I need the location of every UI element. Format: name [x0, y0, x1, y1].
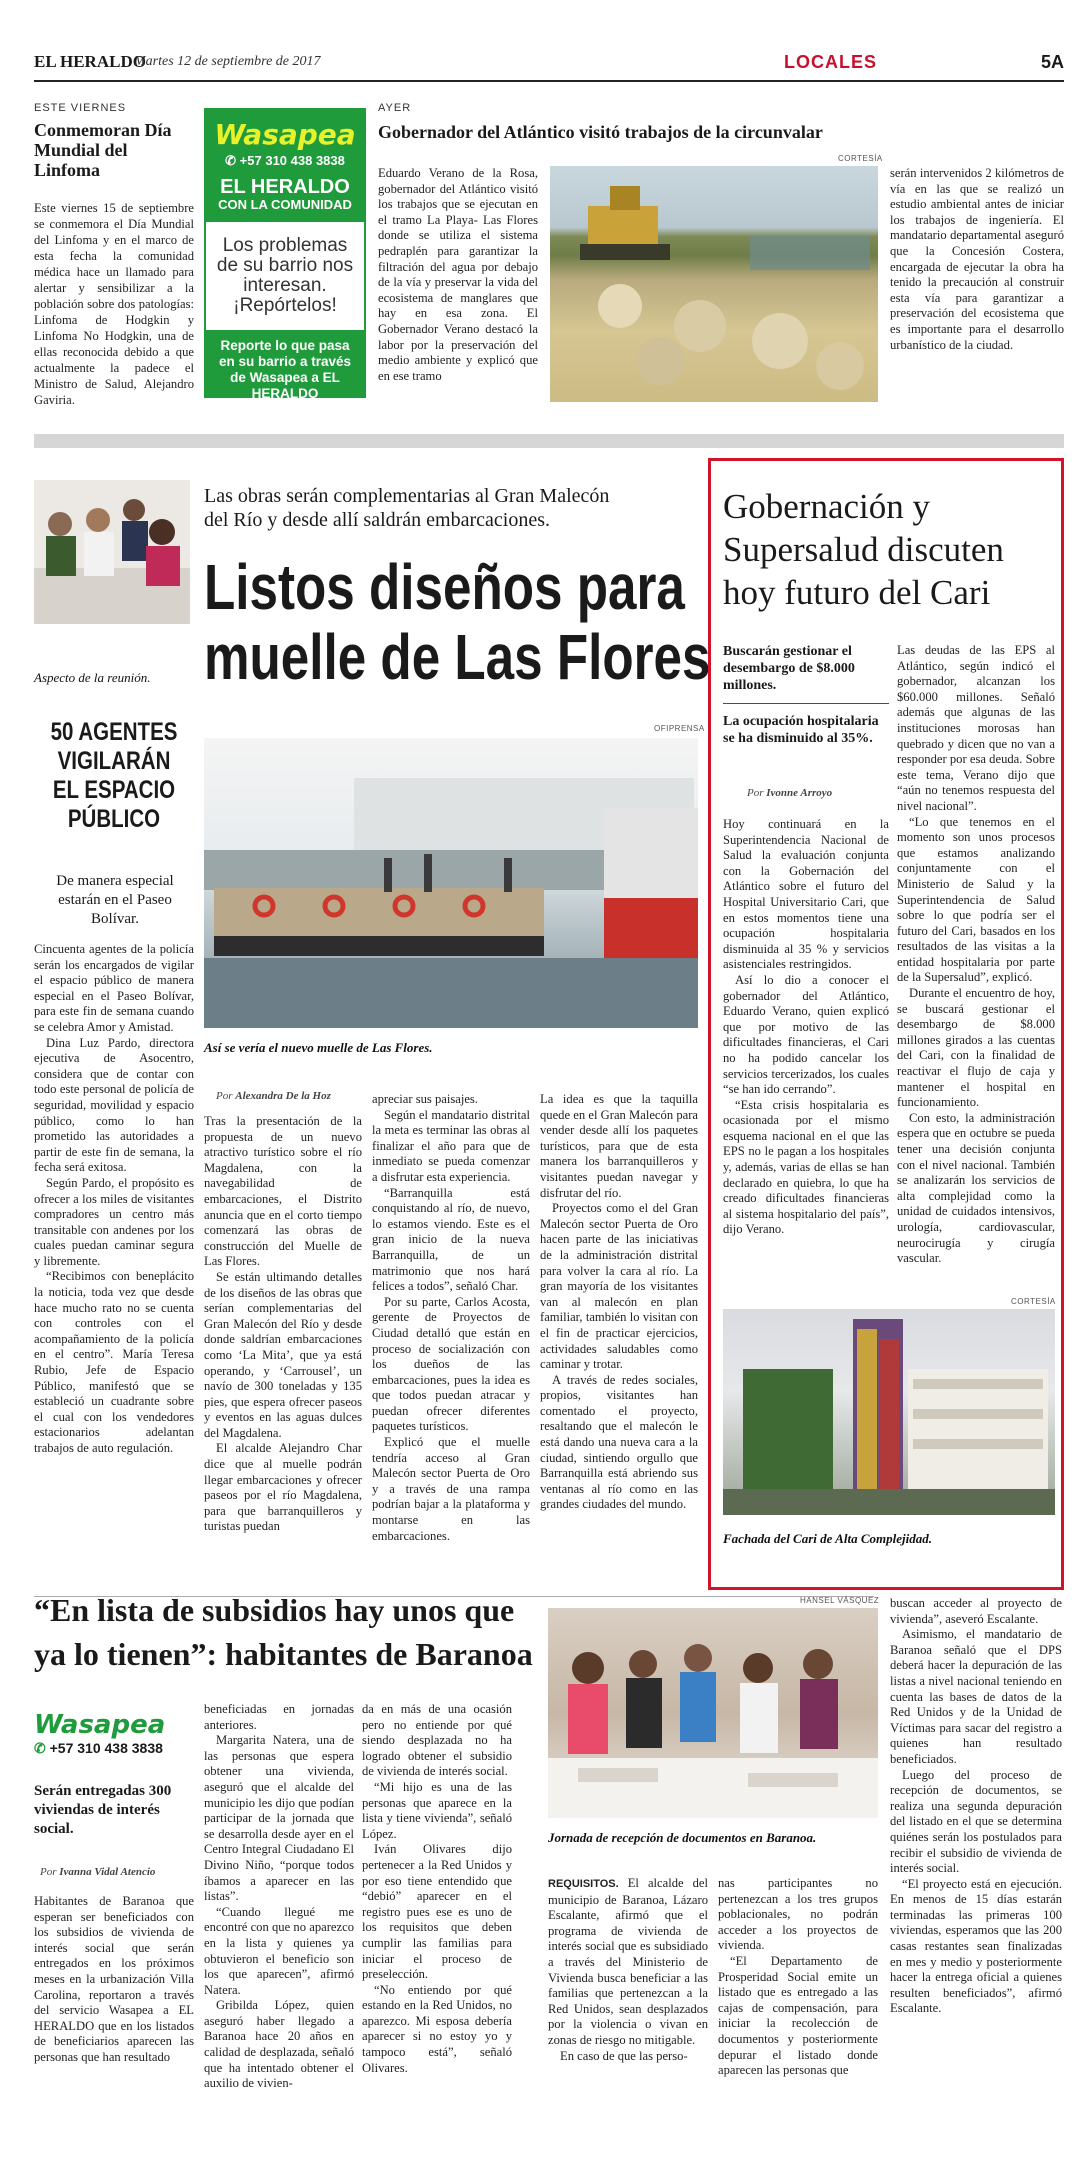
baranoa-jornada-photo: [548, 1608, 878, 1818]
baranoa-col1: [34, 1894, 194, 2066]
meeting-caption: Aspecto de la reunión.: [34, 670, 151, 685]
muelle-col1: [204, 1114, 362, 1535]
cari-c2-p4: Con esto, la administración espera que en octubre se pueda tener una decisión conjunta con el nivel nacional. También se analizarán los servicios de alta complejidad como la unidad de cuidados intensivos, urología, cardiovascular, neurocirugía y cirugía vascular.: [897, 1110, 1055, 1266]
cari-facade-illustration: [723, 1309, 1055, 1515]
baranoa-caption: Jornada de recepción de documentos en Baranoa.: [548, 1830, 817, 1845]
baranoa-col6: [890, 1596, 1062, 2017]
cari-c2-p1: Las deudas de las EPS al Atlántico, según indicó el gobernador, alcanzan los $60.000 millones. Señaló además que algunas de las instituciones morosas han quebrado y dicen que no van a responder por esa deuda. Sobre este tema, Verano dijo que “aún no tenemos respuesta del nivel nacional”.: [897, 643, 1055, 813]
baranoa-col3: [362, 1702, 512, 2076]
baranoa-c3-p1: da en más de una ocasión pero no entiende por qué siendo desplazada no ha logrado obtener el subsidio de vivienda de interés social.: [362, 1702, 512, 1779]
baranoa-c2-p4: Gribilda López, quien aseguró haber llegado a Baranoa hace 20 años en calidad de desplazada, señaló que ha intentado obtener el auxilio de vivien-: [204, 1998, 354, 2091]
baranoa-c1-p1: Habitantes de Baranoa que esperan ser beneficiados con los subsidios de vivienda de interés social que serán entregados en los próximos meses en la urbanización Villa Carolina, reportaron a través del servicio Wasapea a EL HERALDO que en los listados de beneficiarios aparecen las personas que han resultado: [34, 1894, 194, 2064]
muelle-deck: Las obras serán complementarias al Gran Malecón del Río y desde allí saldrán embarcaciones.: [204, 485, 610, 531]
paper-name: EL HERALDO: [34, 52, 146, 71]
baranoa-c4-p1: [548, 1876, 708, 2049]
muelle-col3: [540, 1092, 698, 1513]
muelle-credit: OFIPRENSA: [654, 724, 705, 733]
muelle-c1-p1: Tras la presentación de la propuesta de un nuevo atractivo turístico sobre el río Magdalena, con la navegabilidad de embarcaciones, el Distrito anuncia que en el corto tiempo comenzará las obras de construcción del Muelle de Las Flores.: [204, 1114, 362, 1269]
muelle-c3-p1: La idea es que la taquilla quede en el Gran Malecón para vender desde allí los paquetes turísticos, para que de esta manera los barranquilleros y visitantes puedan navegar y disfrutar del río.: [540, 1092, 698, 1200]
meeting-illustration: [34, 480, 190, 624]
agentes-para-4: “Recibimos con beneplácito la noticia, toda vez que desde hace mucho rato no se cuenta con controles con el acompañamiento de la policía en el centro”. María Teresa Rubio, Jefe de Espacio Público, manifestó que se estableció un cuadrante sobre el cual con los vendedores estacionarios adelantan trabajos de auto regulación.: [34, 1269, 194, 1455]
baranoa-c3-p3: Iván Olivares dijo pertenecer a la Red Unidos y por eso tiene entendido que “debió” aparecer en el registro pues ese es uno de los requisitos que deben cumplir las familias para iniciar el proceso de preselección.: [362, 1842, 512, 1982]
wasapea-logo: Wasapea: [214, 118, 356, 151]
baranoa-c6-p4: “El proyecto está en ejecución. En menos de 15 días estarán terminadas las primeras 100 viviendas, esperamos que las 200 casas restantes sean finalizadas en mes y medio y posteriormente hacer la entrega oficial a quienes resulten beneficiados”, afirmó Escalante.: [890, 1876, 1062, 2016]
circunvalar-article: [378, 102, 1064, 402]
linfoma-kicker: ESTE VIERNES: [34, 102, 127, 114]
muelle-render-photo: [204, 738, 698, 1028]
baranoa-c6-p2: Asimismo, el mandatario de Baranoa señaló que el DPS deberá hacer la depuración de las listas a nivel nacional teniendo en cuenta las bases de datos de la Red Unidos y de la Unidad de Víctimas para sacar del registro a quienes han resultado beneficiados.: [890, 1627, 1062, 1766]
wasapea-ad-header: [206, 110, 364, 222]
bulldozer-photo: [550, 166, 878, 402]
baranoa-jornada-illustration: [548, 1608, 878, 1818]
baranoa-c5-p2: “El Departamento de Prosperidad Social emite un listado que es entregado a las cajas de compensación, para iniciar la recolección de documentos y posteriormente depurar el listado donde aparecen las personas que: [718, 1953, 878, 2078]
cari-c1-p1: Hoy continuará en la Superintendencia Nacional de Salud la evaluación conjunta con la Gobernación del Atlántico sobre el futuro del Hospital Universitario Cari, que en estos momentos tiene una ocupación hospitalaria disminuida al 35 % y servicios asistenciales restringidos.: [723, 817, 889, 972]
whatsapp-icon: ✆: [225, 153, 237, 168]
circunvalar-col2: serán intervenidos 2 kilómetros de vía en las que se realizó un estudio ambiental antes de iniciar los trabajos de ingeniería. El mandatario departamental aseguró que la Concesión Costera, encargada de ejecutar la obra ha tenido la precaución al construir esta vía para garantizar a preservación del ecosistema que es importante para el desarrollo urbanístico de la ciudad.: [890, 166, 1064, 352]
section-name: LOCALES: [784, 52, 878, 72]
muelle-byline-author: Alexandra De la Hoz: [235, 1090, 331, 1102]
cari-highlight-1: Buscarán gestionar el desembargo de $8.000 millones.: [723, 644, 855, 693]
baranoa-c2-p2: Margarita Natera, una de las personas que espera obtener una vivienda, aseguró que el alcalde del municipio les dijo que podían participar de la jornada que se desarrolla desde ayer en el Centro Integral Ciudadano El Divino Niño, “porque todos íbamos a aparecer en las listas”.: [204, 1733, 354, 1904]
muelle-c2-p1: apreciar sus paisajes.: [372, 1092, 478, 1106]
issue-date: Martes 12 de septiembre de 2017: [134, 54, 321, 69]
muelle-headline-line2: muelle de Las Flores: [204, 621, 711, 693]
baranoa-col2: [204, 1702, 354, 2092]
page-number: 5A: [1040, 52, 1064, 72]
muelle-headline: [204, 551, 711, 693]
agentes-body: [34, 942, 194, 1457]
baranoa-wasapea-phone: [34, 1740, 194, 1757]
agentes-deck: De manera especial estarán en el Paseo Bolívar.: [56, 873, 174, 927]
baranoa-col4: [548, 1876, 708, 2064]
baranoa-whatsapp-icon: ✆: [34, 1740, 46, 1756]
cari-credit: CORTESÍA: [1011, 1297, 1056, 1306]
circunvalar-title: Gobernador del Atlántico visitó trabajos de la circunvalar: [378, 122, 823, 142]
agentes-para-2: Dina Luz Pardo, directora ejecutiva de Asocentro, considera que de contar con todo este personal de policía de seguridad, movilidad y espacio público, como lo han prometido las autoridades a partir de este fin de semana, la fecha será exitosa.: [34, 1035, 194, 1175]
muelle-caption: Así se vería el nuevo muelle de Las Flores.: [204, 1040, 433, 1055]
baranoa-c6-p1: buscan acceder al proyecto de vivienda”, aseveró Escalante.: [890, 1596, 1062, 1626]
baranoa-c3-p2: “Mi hijo es una de las personas que aparece en la lista y tiene vivienda”, señaló López.: [362, 1779, 512, 1841]
muelle-render-illustration: [204, 738, 698, 1028]
cari-byline-author: Ivonne Arroyo: [766, 787, 833, 799]
baranoa-c3-p4: “No entiendo por qué estando en la Red Unidos, no aparezco. Mi esposa debería aparecer si no estoy yo y tampoco está”, señaló Olivares.: [362, 1982, 512, 2075]
muelle-c2-p2: Según el mandatario distrital la meta es terminar las obras al finalizar el año para que de inmediato se pueda comenzar a disfrutar esta experiencia.: [372, 1107, 530, 1184]
cari-c1-p3: “Esta crisis hospitalaria es ocasionada por el mismo esquema nacional en el que las EPS no le pagan a los hospitales y, además, varias de ellas se han declarado en quiebra, lo que ha creado dificultades financieras al sistema hospitalario del país”, dijo Verano.: [723, 1097, 889, 1237]
baranoa-headline: “En lista de subsidios hay unos que ya lo tienen”: habitantes de Baranoa: [34, 1592, 533, 1672]
muelle-byline-prefix: Por: [216, 1090, 233, 1102]
wasapea-pitch: Los problemas de su barrio nos interesan. ¡Repórtelos!: [216, 235, 354, 316]
linfoma-brief: [34, 102, 194, 408]
muelle-byline: [216, 1090, 331, 1102]
bulldozer-illustration: [550, 166, 878, 402]
wasapea-line2: CON LA COMUNIDAD: [218, 197, 352, 212]
baranoa-wasapea-phone-number: +57 310 438 3838: [49, 1740, 163, 1756]
baranoa-byline-author: Ivanna Vidal Atencio: [59, 1866, 156, 1878]
muelle-c3-p3: A través de redes sociales, propios, visitantes han comentado el proyecto, resaltando que el malecón le está dando una nueva cara a la ciudad, sintiendo orgullo que Barranquilla está abriendo sus ventanas al río como en las grandes ciudades del mundo.: [540, 1372, 698, 1512]
wasapea-ad: [204, 108, 366, 401]
cari-box: [708, 458, 1064, 1590]
masthead: [34, 52, 1064, 76]
cari-headline: Gobernación y Supersalud discuten hoy futuro del Cari: [723, 487, 1004, 612]
agentes-para-3: Según Pardo, el propósito es ofrecer a los miles de visitantes compradores un centro más transitable con andenes por los cuales puedan caminar segura y libremente.: [34, 1175, 194, 1268]
cari-highlight-2: La ocupación hospitalaria se ha disminuido al 35%.: [723, 714, 879, 746]
baranoa-wasapea-logo: Wasapea: [34, 1710, 166, 1740]
wasapea-footer: Reporte lo que pasa en su barrio a través de Wasapea a EL HERALDO: [206, 330, 364, 396]
cari-c2-p2: “Lo que tenemos en el momento son unos procesos que estamos analizando conjuntamente con el Ministerio de Salud y la Superintendencia de Salud sobre lo que podría ser el futuro del Cari, basados en los resultados de las visitas a la entidad hospitalaria por parte de la Supersalud”, explicó.: [897, 814, 1055, 985]
baranoa-c4-p2: En caso de que las perso-: [560, 2048, 688, 2063]
baranoa-c5-p1: nas participantes no pertenezcan a los tres grupos poblacionales, no podrán acceder a los proyectos de vivienda.: [718, 1876, 878, 1953]
cari-byline: [747, 787, 832, 799]
baranoa-wasapea: [34, 1710, 194, 1757]
baranoa-credit: HANSEL VÁSQUEZ: [800, 1596, 880, 1605]
cari-highlight-divider: [723, 703, 889, 704]
muelle-c1-p2: Se están ultimando detalles de los diseños de las obras que serían complementarias del Gran Malecón del Río y desde donde saldrían embarcaciones como ‘La Mita’, que ya está operando, y ‘Carrousel’, un navío de 300 toneladas y 135 pies, que espera ofrecer paseos y eventos en las aguas dulces del Magdalena.: [204, 1269, 362, 1440]
linfoma-title: Conmemoran Día Mundial del Linfoma: [34, 120, 172, 180]
muelle-c2-p4: Por su parte, Carlos Acosta, gerente de Proyectos de Ciudad detalló que están en proceso de socialización con los dueños de las embarcaciones, pues la idea es que todos puedan atracar y puedan ofrecer diferentes paquetes turísticos.: [372, 1294, 530, 1434]
cari-caption: Fachada del Cari de Alta Complejidad.: [723, 1531, 932, 1546]
circunvalar-col1: Eduardo Verano de la Rosa, gobernador del Atlántico visitó los trabajos que se ejecutan en el tramo La Playa- Las Flores donde se utiliza el sistema pedraplén para garantizar la filtración del agua por debajo de la vía y preservar la vida del ecosistema de manglares que hay en esa zona. El Gobernador Verano destacó la labor por la preservación del medio ambiente y explicó que en ese tramo: [378, 166, 538, 383]
muelle-headline-line1: Listos diseños para: [204, 551, 685, 623]
baranoa-c4-p1-text: El alcalde del municipio de Baranoa, Lázaro Escalante, afirmó que el programa de vivienda de interés social que es subsidiado a través del Ministerio de Vivienda busca beneficiar a las familias que pertenezcan a la Red Unidos, sean desplazados por la violencia o vivan en zonas de riesgo no mitigable.: [548, 1876, 709, 2047]
baranoa-col5: [718, 1876, 878, 2079]
muelle-c1-p3: El alcalde Alejandro Char dice que al muelle podrán llegar embarcaciones y ofrecer paseos por el río Magdalena, para que barranquilleros y turistas puedan: [204, 1441, 362, 1534]
cari-byline-prefix: Por: [747, 787, 764, 799]
baranoa-byline-prefix: Por: [40, 1866, 57, 1878]
cari-facade-photo: [723, 1309, 1055, 1515]
baranoa-c2-p3: “Cuando llegué me encontré con que no aparezco en la lista y quienes ya obtuvieron el beneficio son los que aparecen”, afirmó Natera.: [204, 1904, 354, 1997]
baranoa-c6-p3: Luego del proceso de recepción de documentos, se realiza una segunda depuración del listado en el que se determina quiénes serán los postulados para recibir el subsidio de vivienda de interés social.: [890, 1767, 1062, 1876]
wasapea-phone-number: +57 310 438 3838: [239, 153, 345, 168]
circunvalar-kicker: AYER: [378, 102, 412, 114]
agentes-title: 50 AGENTES VIGILARÁN EL ESPACIO PÚBLICO: [50, 718, 178, 833]
cari-col2: [897, 643, 1055, 1267]
header-rule: [34, 80, 1064, 82]
section-divider: [34, 434, 1064, 448]
muelle-c3-p2: Proyectos como el del Gran Malecón sector Puerta de Oro hacen parte de las iniciativas de la administración distrital para volver la cara al río. La gran mayoría de los visitantes van al malecón en plan familiar, también lo visitan con el fin de practicar ejercicios, actividades saludables como caminar y trotar.: [540, 1201, 698, 1372]
muelle-c2-p5: Explicó que el muelle tendría acceso al Gran Malecón sector Puerta de Oro y a través de una rampa podrían bajar a la plataforma y montarse en las embarcaciones.: [372, 1435, 530, 1543]
muelle-col2: [372, 1092, 530, 1544]
baranoa-requisitos-lead: REQUISITOS.: [548, 1878, 619, 1890]
cari-c2-p3: Durante el encuentro de hoy, se buscará gestionar el desembargo de $8.000 millones girados a las cuentas del Cari, con la finalidad de reactivar el flujo de caja y mantener el hospital en funcionamiento.: [897, 986, 1055, 1110]
baranoa-c2-p1: beneficiadas en jornadas anteriores.: [204, 1702, 354, 1732]
cari-col1: [723, 817, 889, 1238]
cari-c1-p2: Así lo dio a conocer el gobernador del Atlántico, Eduardo Verano, quien explicó que por motivo de las dificultades financieras, el Cari no ha podido cancelar los servicios tercerizados, los cuales “se han ido cerrando”.: [723, 972, 889, 1097]
wasapea-phone: [206, 153, 364, 169]
circunvalar-credit: CORTESÍA: [838, 154, 883, 163]
baranoa-highlight: Serán entregadas 300 viviendas de interés social.: [34, 1783, 172, 1837]
meeting-photo: [34, 480, 190, 624]
wasapea-line1: EL HERALDO: [220, 176, 350, 198]
linfoma-body: Este viernes 15 de septiembre se conmemora el Día Mundial del Linfoma y en el marco de esta fecha la comunidad médica hace un llamado para alertar y sensibilizar a la población sobre dos patologías: Linfoma de Hodgkin y Linfoma No Hodgkin, una de ellas reconocida debido a que actualmente la padece el Ministro de Salud, Alejandro Gaviria.: [34, 201, 194, 407]
agentes-para-1: Cincuenta agentes de la policía serán los encargados de vigilar el espacio público de manera especial en el Paseo Bolívar, para este fin de semana cuando se celebra Amor y Amistad.: [34, 942, 194, 1034]
baranoa-byline: [40, 1866, 155, 1878]
muelle-c2-p3: “Barranquilla está conquistando al río, de nuevo, lo estamos viendo. Este es el gran inicio de la nueva Barranquilla, de un matrimonio que nos hará felices a todos”, señaló Char.: [372, 1185, 530, 1294]
